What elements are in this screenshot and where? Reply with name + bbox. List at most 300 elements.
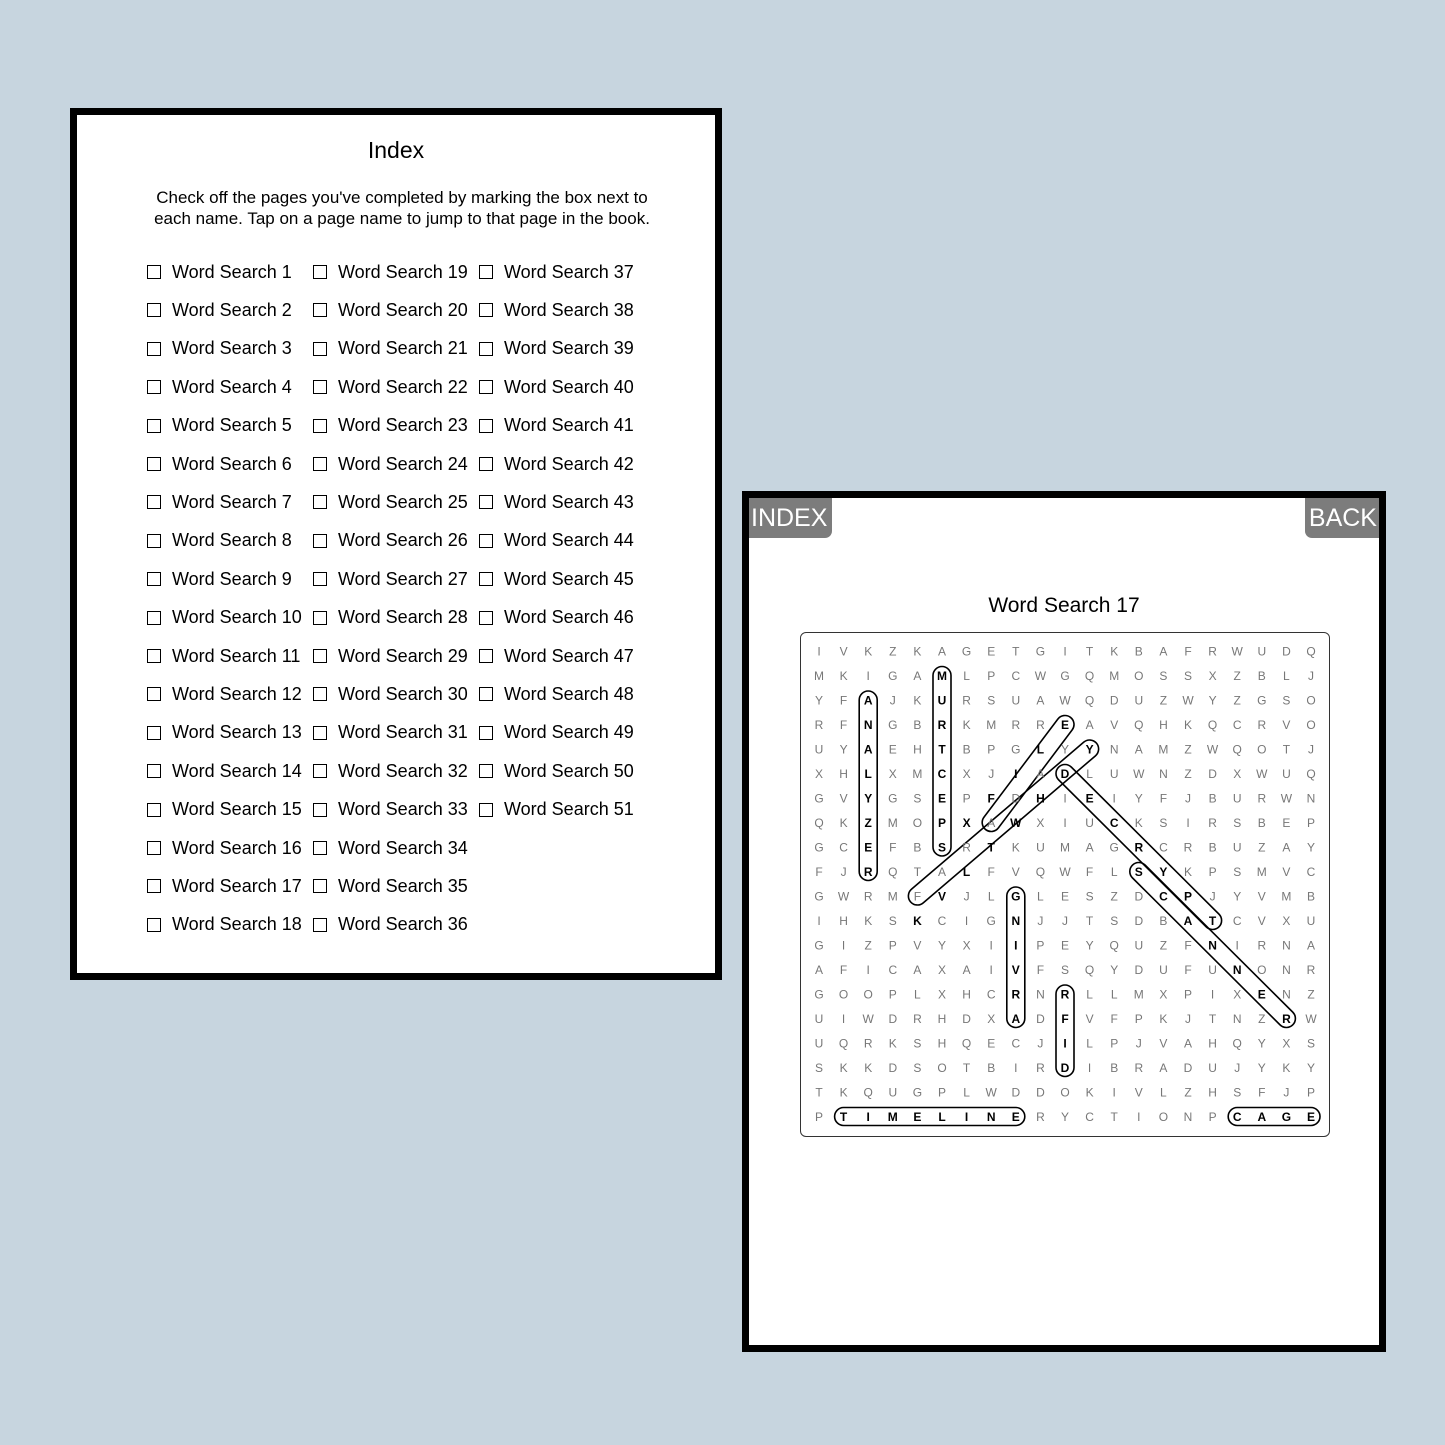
grid-letter[interactable]: T xyxy=(1085,644,1094,659)
grid-letter[interactable]: N xyxy=(1208,938,1217,953)
checkbox[interactable] xyxy=(313,649,327,663)
grid-letter[interactable]: H xyxy=(913,742,922,757)
checkbox[interactable] xyxy=(313,572,327,586)
grid-letter[interactable]: J xyxy=(1185,1011,1191,1026)
grid-letter[interactable]: S xyxy=(1110,913,1119,928)
checkbox[interactable] xyxy=(147,534,161,548)
grid-letter[interactable]: B xyxy=(1208,791,1217,806)
grid-letter[interactable]: E xyxy=(1060,938,1070,953)
index-item[interactable] xyxy=(313,489,468,515)
checkbox[interactable] xyxy=(147,457,161,471)
grid-letter[interactable]: M xyxy=(937,668,947,683)
grid-letter[interactable]: M xyxy=(887,889,898,904)
index-item-label[interactable]: Word Search 8 xyxy=(172,530,292,551)
grid-letter[interactable]: K xyxy=(1282,1060,1291,1075)
grid-letter[interactable]: V xyxy=(1134,1085,1143,1100)
checkbox[interactable] xyxy=(147,879,161,893)
grid-letter[interactable]: N xyxy=(1159,766,1168,781)
grid-letter[interactable]: J xyxy=(1234,1060,1241,1075)
grid-letter[interactable]: U xyxy=(1134,938,1144,953)
grid-letter[interactable]: N xyxy=(986,1109,996,1124)
grid-letter[interactable]: J xyxy=(1037,913,1044,928)
grid-letter[interactable]: W xyxy=(1133,766,1145,781)
grid-letter[interactable]: A xyxy=(1036,693,1045,708)
grid-letter[interactable]: B xyxy=(1257,668,1266,683)
grid-letter[interactable]: J xyxy=(988,766,995,781)
grid-letter[interactable]: X xyxy=(937,962,947,977)
grid-letter[interactable]: F xyxy=(889,840,897,855)
grid-letter[interactable]: R xyxy=(814,717,824,732)
grid-letter[interactable]: F xyxy=(1258,1085,1266,1100)
grid-letter[interactable]: M xyxy=(1256,864,1267,879)
grid-letter[interactable]: X xyxy=(1159,987,1168,1002)
grid-letter[interactable]: K xyxy=(839,668,848,683)
grid-letter[interactable]: N xyxy=(1036,987,1045,1002)
grid-letter[interactable]: W xyxy=(1305,1011,1317,1026)
grid-letter[interactable]: W xyxy=(1256,766,1268,781)
grid-letter[interactable]: Y xyxy=(1085,742,1094,757)
grid-letter[interactable]: Z xyxy=(1233,693,1241,708)
grid-letter[interactable]: I xyxy=(1063,644,1067,659)
grid-letter[interactable]: I xyxy=(1235,938,1239,953)
grid-letter[interactable]: D xyxy=(1036,1085,1045,1100)
grid-letter[interactable]: H xyxy=(839,913,848,928)
index-item-label[interactable]: Word Search 21 xyxy=(338,338,468,359)
index-item[interactable] xyxy=(479,259,634,285)
grid-letter[interactable]: B xyxy=(1257,815,1266,830)
grid-letter[interactable]: Q xyxy=(961,1036,972,1051)
checkbox[interactable] xyxy=(479,764,493,778)
grid-letter[interactable]: L xyxy=(987,889,995,904)
checkbox[interactable] xyxy=(147,841,161,855)
grid-letter[interactable]: A xyxy=(1159,644,1168,659)
grid-letter[interactable]: O xyxy=(1257,742,1267,757)
index-item-label[interactable]: Word Search 30 xyxy=(338,683,468,704)
grid-letter[interactable]: O xyxy=(838,987,849,1002)
grid-letter[interactable]: K xyxy=(962,717,971,732)
grid-letter[interactable]: J xyxy=(1037,1036,1044,1051)
grid-letter[interactable]: X xyxy=(962,938,971,953)
grid-letter[interactable]: L xyxy=(1036,742,1045,757)
grid-letter[interactable]: A xyxy=(962,962,971,977)
grid-letter[interactable]: Q xyxy=(1134,717,1144,732)
grid-letter[interactable]: G xyxy=(1035,644,1046,659)
grid-letter[interactable]: K xyxy=(1159,1011,1168,1026)
grid-letter[interactable]: A xyxy=(937,864,947,879)
index-item[interactable] xyxy=(147,297,292,323)
grid-letter[interactable]: Z xyxy=(1184,766,1192,781)
index-item[interactable] xyxy=(147,489,292,515)
index-tab-button[interactable]: INDEX xyxy=(749,498,832,538)
grid-letter[interactable]: Z xyxy=(864,938,872,953)
grid-letter[interactable]: G xyxy=(961,644,972,659)
index-item-label[interactable]: Word Search 4 xyxy=(172,376,292,397)
grid-letter[interactable]: F xyxy=(1036,962,1045,977)
grid-letter[interactable]: W xyxy=(1010,815,1022,830)
grid-letter[interactable]: C xyxy=(1232,1109,1242,1124)
grid-letter[interactable]: C xyxy=(1011,1036,1021,1051)
grid-letter[interactable]: F xyxy=(839,962,848,977)
grid-letter[interactable]: A xyxy=(863,742,873,757)
grid-letter[interactable]: A xyxy=(814,962,824,977)
index-item-label[interactable]: Word Search 46 xyxy=(504,607,634,628)
checkbox[interactable] xyxy=(479,303,493,317)
grid-letter[interactable]: R xyxy=(1036,1109,1045,1124)
grid-letter[interactable]: R xyxy=(937,717,947,732)
grid-letter[interactable]: S xyxy=(937,840,947,855)
grid-letter[interactable]: R xyxy=(1060,987,1070,1002)
grid-letter[interactable]: D xyxy=(888,1011,898,1026)
grid-letter[interactable]: Z xyxy=(864,815,872,830)
grid-letter[interactable]: V xyxy=(1282,717,1291,732)
grid-letter[interactable]: F xyxy=(1184,962,1192,977)
checkbox[interactable] xyxy=(147,687,161,701)
checkbox[interactable] xyxy=(147,342,161,356)
grid-letter[interactable]: O xyxy=(1306,717,1316,732)
checkbox[interactable] xyxy=(479,265,493,279)
grid-letter[interactable]: A xyxy=(987,815,996,830)
index-item[interactable] xyxy=(147,681,302,707)
grid-letter[interactable]: J xyxy=(1308,742,1314,757)
index-item[interactable] xyxy=(147,413,292,439)
grid-letter[interactable]: S xyxy=(1233,864,1242,879)
index-item[interactable] xyxy=(313,643,468,669)
grid-letter[interactable]: I xyxy=(1186,815,1190,830)
index-item[interactable] xyxy=(313,566,468,592)
index-item-label[interactable]: Word Search 26 xyxy=(338,530,468,551)
grid-letter[interactable]: L xyxy=(1086,766,1093,781)
index-item-label[interactable]: Word Search 1 xyxy=(172,261,292,282)
grid-letter[interactable]: Y xyxy=(1060,742,1070,757)
grid-letter[interactable]: F xyxy=(839,693,848,708)
checkbox[interactable] xyxy=(479,534,493,548)
grid-letter[interactable]: X xyxy=(1036,815,1045,830)
checkbox[interactable] xyxy=(147,303,161,317)
grid-letter[interactable]: N xyxy=(1282,962,1291,977)
grid-letter[interactable]: F xyxy=(1159,791,1168,806)
grid-letter[interactable]: H xyxy=(1208,1036,1217,1051)
grid-letter[interactable]: G xyxy=(888,791,898,806)
grid-letter[interactable]: C xyxy=(1232,717,1242,732)
grid-letter[interactable]: F xyxy=(1110,1011,1118,1026)
checkbox[interactable] xyxy=(313,726,327,740)
grid-letter[interactable]: Q xyxy=(888,864,898,879)
grid-letter[interactable]: G xyxy=(814,840,824,855)
grid-letter[interactable]: G xyxy=(814,987,824,1002)
checkbox[interactable] xyxy=(479,726,493,740)
grid-letter[interactable]: J xyxy=(963,889,970,904)
index-item[interactable] xyxy=(147,873,302,899)
index-item[interactable] xyxy=(313,605,468,631)
index-item[interactable] xyxy=(479,374,634,400)
index-item[interactable] xyxy=(313,758,468,784)
grid-letter[interactable]: U xyxy=(1232,840,1242,855)
grid-letter[interactable]: D xyxy=(1208,766,1217,781)
grid-letter[interactable]: P xyxy=(1306,815,1316,830)
grid-letter[interactable]: C xyxy=(1159,840,1168,855)
grid-letter[interactable]: K xyxy=(839,1085,848,1100)
index-item-label[interactable]: Word Search 19 xyxy=(338,261,468,282)
grid-letter[interactable]: C xyxy=(1011,668,1021,683)
grid-letter[interactable]: N xyxy=(1232,962,1242,977)
grid-letter[interactable]: Y xyxy=(864,791,873,806)
grid-letter[interactable]: K xyxy=(864,913,873,928)
grid-letter[interactable]: M xyxy=(887,815,898,830)
grid-letter[interactable]: F xyxy=(1061,1011,1069,1026)
index-item-label[interactable]: Word Search 35 xyxy=(338,875,468,896)
grid-letter[interactable]: K xyxy=(913,693,922,708)
grid-letter[interactable]: Y xyxy=(1159,864,1168,879)
grid-letter[interactable]: I xyxy=(1014,938,1018,953)
grid-letter[interactable]: H xyxy=(962,987,971,1002)
grid-letter[interactable]: Q xyxy=(1306,766,1316,781)
checkbox[interactable] xyxy=(313,495,327,509)
grid-letter[interactable]: Q xyxy=(838,1036,849,1051)
grid-letter[interactable]: R xyxy=(1282,1011,1291,1026)
grid-letter[interactable]: K xyxy=(913,913,922,928)
grid-letter[interactable]: P xyxy=(1036,938,1045,953)
grid-letter[interactable]: J xyxy=(840,864,847,879)
checkbox[interactable] xyxy=(313,879,327,893)
index-item-label[interactable]: Word Search 47 xyxy=(504,645,634,666)
grid-letter[interactable]: S xyxy=(1159,668,1168,683)
index-item[interactable] xyxy=(147,605,302,631)
index-item[interactable] xyxy=(479,336,634,362)
grid-letter[interactable]: I xyxy=(817,913,821,928)
grid-letter[interactable]: B xyxy=(913,717,922,732)
grid-letter[interactable]: Z xyxy=(1233,668,1241,683)
grid-letter[interactable]: N xyxy=(1282,987,1291,1002)
index-item[interactable] xyxy=(147,528,292,554)
grid-letter[interactable]: B xyxy=(1134,644,1143,659)
grid-letter[interactable]: K xyxy=(1110,644,1119,659)
index-item[interactable] xyxy=(313,681,468,707)
grid-letter[interactable]: Z xyxy=(1307,987,1315,1002)
grid-letter[interactable]: M xyxy=(1133,987,1144,1002)
checkbox[interactable] xyxy=(147,803,161,817)
checkbox[interactable] xyxy=(147,572,161,586)
grid-letter[interactable]: R xyxy=(1257,938,1267,953)
grid-letter[interactable]: I xyxy=(1210,987,1215,1002)
grid-letter[interactable]: S xyxy=(1060,962,1070,977)
grid-letter[interactable]: L xyxy=(962,864,971,879)
grid-letter[interactable]: R xyxy=(1208,815,1217,830)
index-item[interactable] xyxy=(479,758,634,784)
grid-letter[interactable]: O xyxy=(937,1060,947,1075)
grid-letter[interactable]: V xyxy=(839,644,848,659)
checkbox[interactable] xyxy=(313,841,327,855)
grid-letter[interactable]: D xyxy=(962,1011,971,1026)
index-item-label[interactable]: Word Search 31 xyxy=(338,722,468,743)
back-tab-button[interactable]: BACK xyxy=(1305,498,1379,538)
grid-letter[interactable]: A xyxy=(1159,1060,1168,1075)
index-item-label[interactable]: Word Search 42 xyxy=(504,453,634,474)
grid-letter[interactable]: R xyxy=(1257,791,1267,806)
grid-letter[interactable]: S xyxy=(1183,668,1193,683)
grid-letter[interactable]: G xyxy=(1011,889,1021,904)
grid-letter[interactable]: I xyxy=(964,913,969,928)
grid-letter[interactable]: Q xyxy=(1232,742,1242,757)
grid-letter[interactable]: S xyxy=(1085,889,1094,904)
grid-letter[interactable]: E xyxy=(1085,791,1094,806)
index-item[interactable] xyxy=(313,374,468,400)
checkbox[interactable] xyxy=(313,803,327,817)
index-item[interactable] xyxy=(313,873,468,899)
grid-letter[interactable]: P xyxy=(937,1085,947,1100)
checkbox[interactable] xyxy=(479,380,493,394)
grid-letter[interactable]: I xyxy=(1014,1060,1018,1075)
grid-letter[interactable]: W xyxy=(985,1085,997,1100)
grid-letter[interactable]: O xyxy=(1257,962,1267,977)
grid-letter[interactable]: S xyxy=(1134,864,1143,879)
index-item-label[interactable]: Word Search 43 xyxy=(504,491,634,512)
index-item-label[interactable]: Word Search 38 xyxy=(504,299,634,320)
checkbox[interactable] xyxy=(147,649,161,663)
grid-letter[interactable]: R xyxy=(1011,717,1021,732)
index-item-label[interactable]: Word Search 3 xyxy=(172,338,292,359)
index-item[interactable] xyxy=(313,259,468,285)
grid-letter[interactable]: U xyxy=(814,742,824,757)
index-item[interactable] xyxy=(147,643,300,669)
grid-letter[interactable]: Z xyxy=(1258,1011,1266,1026)
grid-letter[interactable]: E xyxy=(888,742,897,757)
grid-letter[interactable]: Q xyxy=(1084,962,1095,977)
index-item-label[interactable]: Word Search 9 xyxy=(172,568,292,589)
grid-letter[interactable]: M xyxy=(986,717,997,732)
grid-letter[interactable]: R xyxy=(1134,840,1144,855)
index-item-label[interactable]: Word Search 39 xyxy=(504,338,634,359)
grid-letter[interactable]: P xyxy=(888,987,897,1002)
index-item-label[interactable]: Word Search 29 xyxy=(338,645,468,666)
grid-letter[interactable]: W xyxy=(862,1011,874,1026)
index-item[interactable] xyxy=(147,259,292,285)
grid-letter[interactable]: M xyxy=(912,766,923,781)
grid-letter[interactable]: T xyxy=(913,864,922,879)
grid-letter[interactable]: F xyxy=(1184,938,1192,953)
index-item[interactable] xyxy=(313,720,468,746)
grid-letter[interactable]: U xyxy=(1306,913,1316,928)
grid-letter[interactable]: N xyxy=(1109,742,1119,757)
grid-letter[interactable]: K xyxy=(888,1036,897,1051)
grid-letter[interactable]: D xyxy=(1282,644,1291,659)
grid-letter[interactable]: Q xyxy=(1109,938,1119,953)
index-item-label[interactable]: Word Search 5 xyxy=(172,415,292,436)
grid-letter[interactable]: D xyxy=(888,1060,898,1075)
index-item[interactable] xyxy=(479,451,634,477)
grid-letter[interactable]: I xyxy=(841,1011,846,1026)
grid-letter[interactable]: K xyxy=(1183,717,1193,732)
index-item-label[interactable]: Word Search 28 xyxy=(338,607,468,628)
index-item[interactable] xyxy=(479,566,634,592)
grid-letter[interactable]: A xyxy=(1183,1036,1193,1051)
grid-letter[interactable]: U xyxy=(1232,791,1242,806)
grid-letter[interactable]: A xyxy=(1257,1109,1267,1124)
grid-letter[interactable]: A xyxy=(1085,717,1094,732)
grid-letter[interactable]: G xyxy=(814,938,824,953)
grid-letter[interactable]: Y xyxy=(1306,840,1316,855)
grid-letter[interactable]: W xyxy=(1280,791,1293,806)
grid-letter[interactable]: E xyxy=(1011,1109,1020,1124)
grid-letter[interactable]: Z xyxy=(1184,1085,1192,1100)
index-item[interactable] xyxy=(479,605,634,631)
grid-letter[interactable]: V xyxy=(1085,1011,1094,1026)
grid-letter[interactable]: S xyxy=(814,1060,824,1075)
index-item-label[interactable]: Word Search 40 xyxy=(504,376,634,397)
grid-letter[interactable]: S xyxy=(1282,693,1291,708)
grid-letter[interactable]: D xyxy=(1060,1060,1070,1075)
grid-letter[interactable]: E xyxy=(1306,1109,1316,1124)
grid-letter[interactable]: T xyxy=(839,1109,848,1124)
grid-letter[interactable]: C xyxy=(1306,864,1316,879)
grid-letter[interactable]: C xyxy=(937,766,947,781)
checkbox[interactable] xyxy=(313,611,327,625)
index-item-label[interactable]: Word Search 22 xyxy=(338,376,468,397)
index-item-label[interactable]: Word Search 45 xyxy=(504,568,634,589)
grid-letter[interactable]: F xyxy=(913,889,922,904)
grid-letter[interactable]: A xyxy=(1134,742,1143,757)
index-item-label[interactable]: Word Search 34 xyxy=(338,837,468,858)
checkbox[interactable] xyxy=(313,303,327,317)
grid-letter[interactable]: A xyxy=(1011,1011,1021,1026)
grid-letter[interactable]: J xyxy=(1283,1085,1290,1100)
index-item-label[interactable]: Word Search 37 xyxy=(504,261,634,282)
checkbox[interactable] xyxy=(147,918,161,932)
grid-letter[interactable]: I xyxy=(1087,1060,1092,1075)
index-item-label[interactable]: Word Search 44 xyxy=(504,530,634,551)
grid-letter[interactable]: G xyxy=(1281,1109,1292,1124)
grid-letter[interactable]: J xyxy=(1308,668,1314,683)
grid-letter[interactable]: Y xyxy=(1060,1109,1070,1124)
checkbox[interactable] xyxy=(479,342,493,356)
grid-letter[interactable]: T xyxy=(962,1060,971,1075)
grid-letter[interactable]: V xyxy=(1257,889,1266,904)
grid-letter[interactable]: L xyxy=(1086,1036,1093,1051)
grid-letter[interactable]: M xyxy=(814,668,824,683)
grid-letter[interactable]: R xyxy=(1011,987,1021,1002)
grid-letter[interactable]: F xyxy=(815,864,823,879)
grid-letter[interactable]: A xyxy=(913,668,922,683)
grid-letter[interactable]: X xyxy=(962,815,971,830)
checkbox[interactable] xyxy=(479,611,493,625)
checkbox[interactable] xyxy=(479,803,493,817)
grid-letter[interactable]: W xyxy=(1182,693,1194,708)
index-item-label[interactable]: Word Search 2 xyxy=(172,299,292,320)
grid-letter[interactable]: Z xyxy=(1258,840,1266,855)
grid-letter[interactable]: F xyxy=(1085,864,1094,879)
index-item-label[interactable]: Word Search 14 xyxy=(172,760,302,781)
grid-letter[interactable]: Y xyxy=(1306,1060,1316,1075)
grid-letter[interactable]: L xyxy=(1037,889,1044,904)
grid-letter[interactable]: J xyxy=(1185,791,1191,806)
checkbox[interactable] xyxy=(313,918,327,932)
grid-letter[interactable]: M xyxy=(1060,840,1070,855)
index-item[interactable] xyxy=(313,797,468,823)
grid-letter[interactable]: N xyxy=(863,717,873,732)
grid-letter[interactable]: Q xyxy=(1232,1036,1242,1051)
grid-letter[interactable]: X xyxy=(962,766,971,781)
grid-letter[interactable]: I xyxy=(1063,815,1067,830)
grid-letter[interactable]: V xyxy=(1011,864,1020,879)
grid-letter[interactable]: R xyxy=(863,864,873,879)
grid-letter[interactable]: M xyxy=(887,1109,898,1124)
index-item[interactable] xyxy=(147,912,302,938)
grid-letter[interactable]: M xyxy=(1109,668,1120,683)
checkbox[interactable] xyxy=(479,687,493,701)
index-item[interactable] xyxy=(147,451,292,477)
checkbox[interactable] xyxy=(313,457,327,471)
checkbox[interactable] xyxy=(479,572,493,586)
grid-letter[interactable]: Y xyxy=(1110,962,1119,977)
